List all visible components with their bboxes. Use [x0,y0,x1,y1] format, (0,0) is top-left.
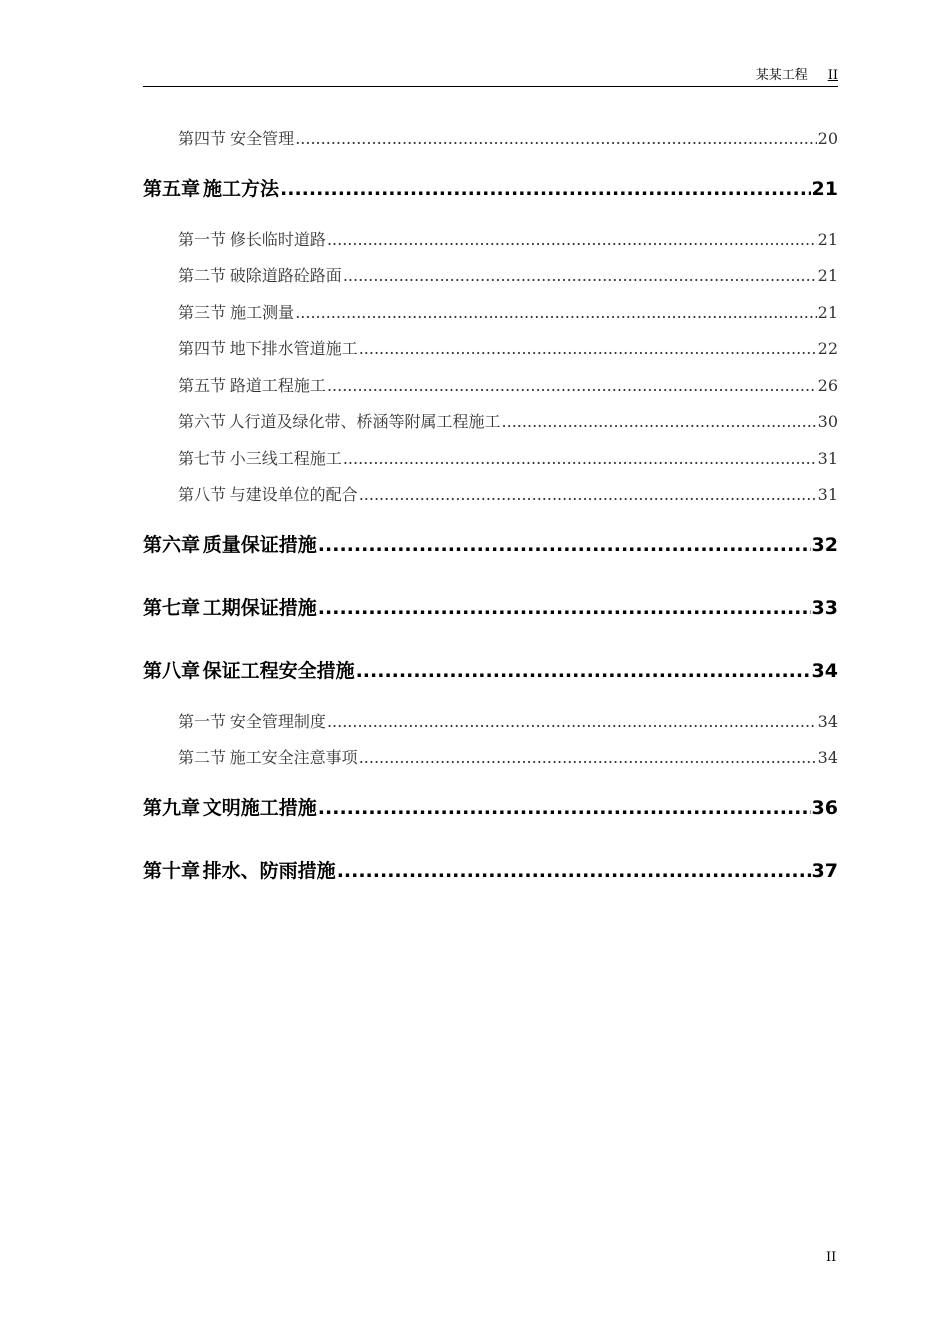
toc-entry-title: 安全管理 [230,129,295,148]
toc-chapter[interactable] [143,856,838,883]
toc-entry-page: 34 [817,748,838,767]
toc-chapter-prefix: 第七章 [143,597,201,619]
toc-chapter-title: 文明施工措施 [202,797,317,819]
toc-entry[interactable] [143,263,838,286]
toc-entry-prefix: 第六节 [178,412,227,431]
toc-entry[interactable] [143,227,838,250]
toc-chapter-page: 33 [811,597,838,619]
toc-entry-page: 21 [817,266,838,285]
toc-chapter-prefix: 第十章 [143,860,201,882]
toc-chapter[interactable] [143,656,838,683]
toc-chapter-page: 32 [811,534,838,556]
toc-entry-page: 26 [817,376,838,395]
toc-entry-page: 21 [817,230,838,249]
toc-entry-title: 修长临时道路 [229,230,326,249]
toc-entry[interactable] [143,745,838,768]
toc-entry[interactable] [143,409,838,432]
toc-chapter-title: 排水、防雨措施 [202,860,336,882]
toc-entry-title: 地下排水管道施工 [229,339,358,358]
header-page-number: II [827,68,838,83]
toc-entry-title: 施工安全注意事项 [229,748,358,767]
toc-entry-prefix: 第八节 [178,485,227,504]
toc-entry[interactable] [143,709,838,732]
toc-entry[interactable] [143,446,838,469]
toc-entry-prefix: 第四节 [178,129,227,148]
toc-entry-prefix: 第五节 [178,376,227,395]
toc-chapter-page: 34 [811,660,838,682]
page-header [143,68,838,87]
toc-chapter-page: 36 [811,797,838,819]
toc-entry-page: 31 [817,449,838,468]
footer-page-number: II [826,1250,837,1265]
toc-chapter-title: 质量保证措施 [202,534,317,556]
toc-entry-page: 34 [817,712,838,731]
toc-entry[interactable] [143,300,838,323]
toc-entry-title: 人行道及绿化带、桥涵等附属工程施工 [228,412,501,431]
toc-entry[interactable] [143,482,838,505]
toc-entry-page: 30 [817,412,838,431]
toc-entry[interactable] [143,336,838,359]
header-text [756,68,838,84]
toc-entry-prefix: 第四节 [178,339,227,358]
toc-chapter-prefix: 第九章 [143,797,201,819]
toc-chapter-title: 工期保证措施 [202,597,317,619]
toc-entry-title: 破除道路砼路面 [229,266,342,285]
toc-chapter-title: 保证工程安全措施 [202,660,355,682]
toc-chapter-title: 施工方法 [203,178,280,200]
toc-entry-title: 与建设单位的配合 [229,485,358,504]
toc-chapter-page: 37 [811,860,838,882]
toc-entry-page: 31 [817,485,838,504]
toc-chapter[interactable] [143,174,838,201]
page-footer [826,1250,836,1265]
toc-entry-title: 施工测量 [230,303,295,322]
toc-entry-title: 小三线工程施工 [229,449,342,468]
toc-entry-title: 路道工程施工 [229,376,326,395]
toc-entry-prefix: 第二节 [178,748,227,767]
toc-chapter-prefix: 第八章 [143,660,201,682]
toc-entry-title: 安全管理制度 [229,712,326,731]
toc-entry[interactable] [143,373,838,396]
toc-chapter-prefix: 第六章 [143,534,201,556]
header-title: 某某工程 [755,68,808,83]
toc-entry-page: 20 [817,129,838,148]
toc-entry-prefix: 第一节 [178,712,227,731]
toc-chapter-page: 21 [811,178,838,200]
toc-chapter[interactable] [143,793,838,820]
toc-chapter-prefix: 第五章 [143,178,201,200]
toc-chapter[interactable] [143,530,838,557]
toc-entry-prefix: 第一节 [178,230,227,249]
toc-entry[interactable] [143,126,838,149]
toc-entry-prefix: 第七节 [178,449,227,468]
toc-chapter[interactable] [143,593,838,620]
toc-entry-prefix: 第二节 [178,266,227,285]
toc-entry-prefix: 第三节 [178,303,227,322]
toc-entry-page: 21 [817,303,838,322]
toc-entry-page: 22 [817,339,838,358]
